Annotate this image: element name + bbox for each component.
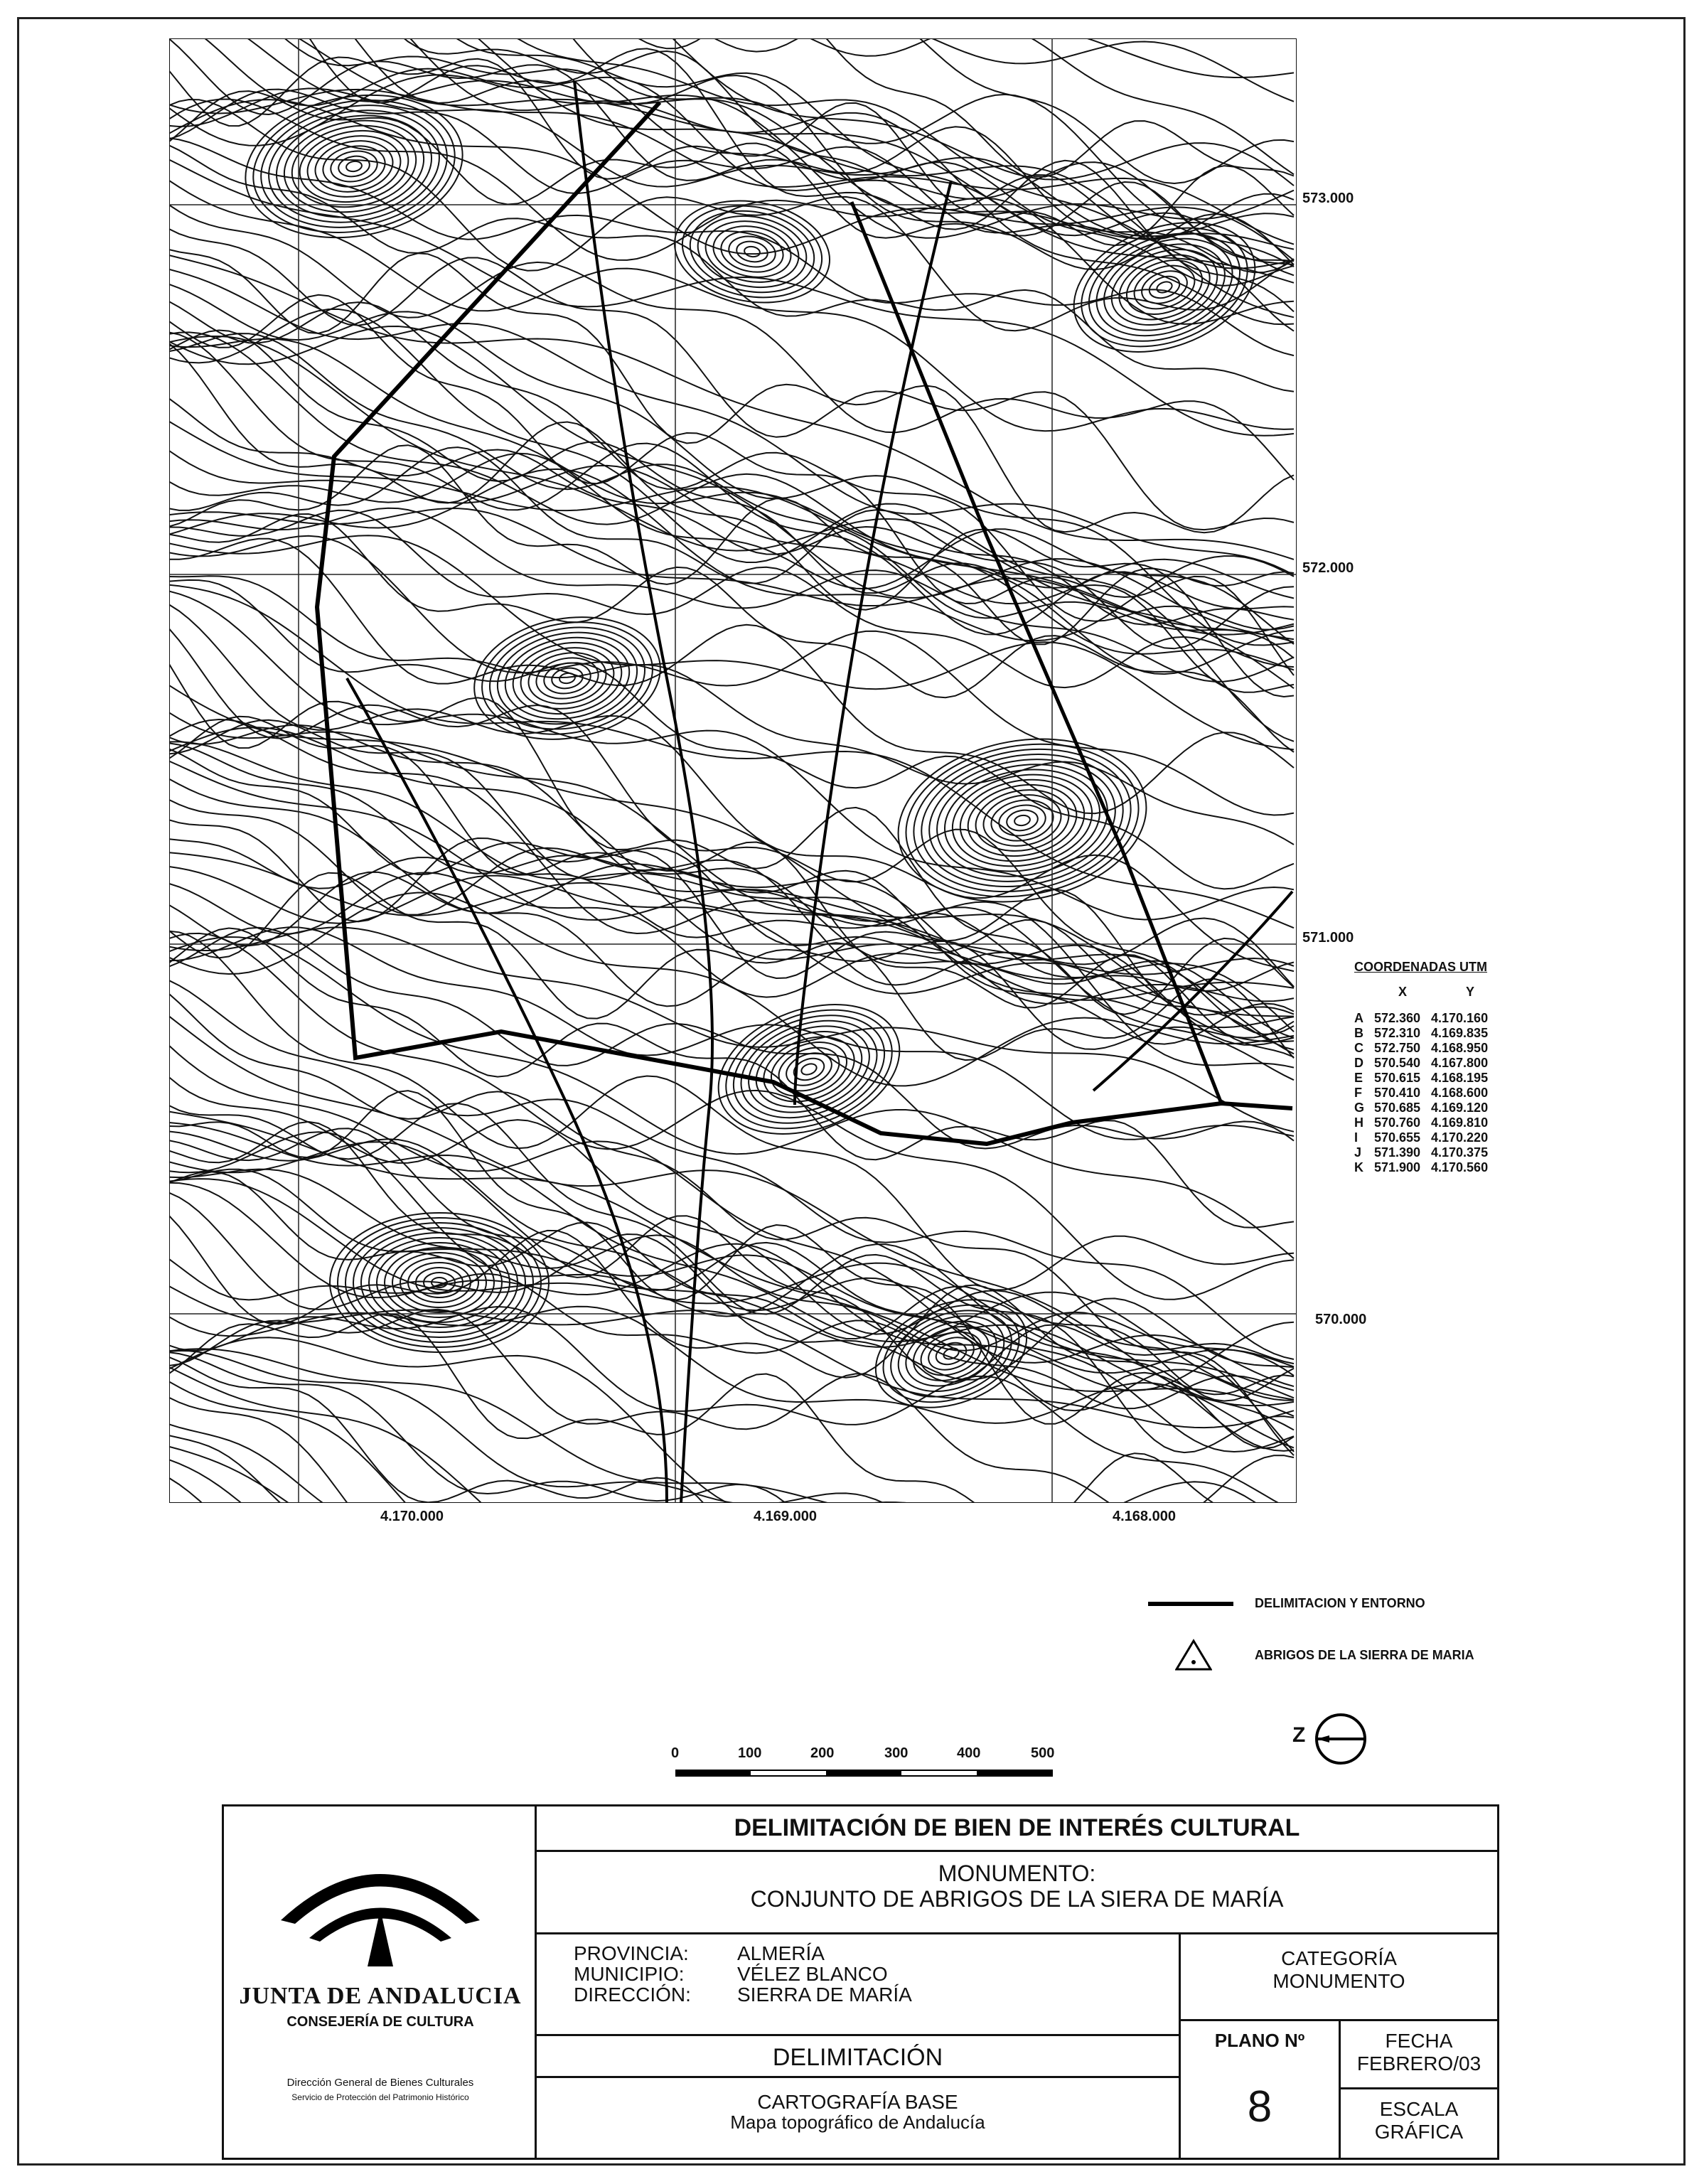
escala-label: ESCALA [1379, 2098, 1459, 2120]
monument-line1: MONUMENTO: [938, 1861, 1096, 1886]
provincia-label: PROVINCIA: [574, 1942, 689, 1964]
location-cell [537, 1934, 1181, 2034]
title-cell: DELIMITACIÓN DE BIEN DE INTERÉS CULTURAL [537, 1806, 1497, 1852]
utm-point-y: 4.169.810 [1431, 1115, 1489, 1130]
utm-row [1354, 1086, 1553, 1101]
provincia-value: ALMERÍA [737, 1942, 825, 1964]
scale-bar-graphic [675, 1769, 1059, 1779]
monument-line2: CONJUNTO DE ABRIGOS DE LA SIERA DE MARÍA [750, 1886, 1284, 1912]
utm-point-id: E [1354, 1071, 1363, 1085]
categoria-label: CATEGORÍA [1281, 1947, 1397, 1969]
utm-point-x: 572.310 [1374, 1026, 1421, 1040]
utm-point-y: 4.167.800 [1431, 1056, 1489, 1070]
cartografia-cell [537, 2078, 1181, 2158]
utm-coordinates-table [1354, 960, 1553, 1175]
legend-boundary-label: DELIMITACION Y ENTORNO [1255, 1596, 1425, 1610]
utm-row [1354, 1071, 1553, 1086]
utm-point-x: 570.655 [1374, 1130, 1421, 1145]
plano-label: PLANO Nº [1214, 2030, 1305, 2051]
plano-value: 8 [1247, 2082, 1272, 2131]
utm-point-id: K [1354, 1160, 1363, 1174]
utm-point-id: A [1354, 1011, 1363, 1025]
scale-tick-300: 300 [884, 1745, 909, 1761]
scale-tick-100: 100 [738, 1745, 762, 1761]
utm-point-x: 570.410 [1374, 1086, 1421, 1100]
utm-point-x: 572.750 [1374, 1041, 1421, 1055]
utm-point-x: 570.540 [1374, 1056, 1421, 1070]
utm-point-y: 4.168.600 [1431, 1086, 1489, 1100]
utm-row [1354, 1115, 1553, 1130]
monument-cell [537, 1852, 1497, 1934]
utm-point-y: 4.168.195 [1431, 1071, 1489, 1085]
scale-bar [671, 1745, 1059, 1783]
north-arrow-icon [1314, 1712, 1368, 1766]
triangle-icon [1175, 1639, 1212, 1671]
fecha-cell [1341, 2021, 1497, 2089]
utm-point-x: 572.360 [1374, 1011, 1421, 1025]
boundary-legend-line [1148, 1600, 1233, 1608]
logo-name: JUNTA DE ANDALUCIA [239, 1983, 522, 2009]
utm-header [1354, 985, 1553, 1000]
scale-tick-500: 500 [1031, 1745, 1055, 1761]
utm-row [1354, 1041, 1553, 1056]
utm-point-id: H [1354, 1115, 1363, 1130]
escala-value: GRÁFICA [1374, 2121, 1464, 2143]
logo-dept: CONSEJERÍA DE CULTURA [286, 2014, 474, 2030]
utm-point-x: 571.900 [1374, 1160, 1421, 1174]
delimitacion-cell: DELIMITACIÓN [537, 2034, 1181, 2078]
utm-point-y: 4.170.375 [1431, 1145, 1489, 1160]
north-letter: Z [1292, 1723, 1306, 1747]
plano-cell [1181, 2021, 1341, 2158]
utm-title: COORDENADAS UTM [1354, 960, 1487, 974]
utm-point-id: F [1354, 1086, 1362, 1100]
scale-tick-0: 0 [671, 1745, 680, 1761]
utm-row [1354, 1160, 1553, 1175]
cartografia-label: CARTOGRAFÍA BASE [757, 2091, 958, 2113]
fecha-value: FEBRERO/03 [1356, 2052, 1481, 2075]
utm-point-id: G [1354, 1101, 1365, 1115]
utm-row [1354, 1130, 1553, 1145]
utm-rows [1354, 1011, 1553, 1175]
utm-point-x: 571.390 [1374, 1145, 1421, 1160]
utm-point-id: C [1354, 1041, 1363, 1055]
utm-row [1354, 1101, 1553, 1115]
logo-sub2: Servicio de Protección del Patrimonio Histórico [291, 2092, 469, 2102]
scale-tick-400: 400 [957, 1745, 981, 1761]
utm-point-id: I [1354, 1130, 1359, 1145]
utm-row [1354, 1056, 1553, 1071]
utm-point-y: 4.170.560 [1431, 1160, 1489, 1174]
utm-point-x: 570.685 [1374, 1101, 1421, 1115]
easting-label-571: 571.000 [1302, 930, 1354, 946]
direccion-label: DIRECCIÓN: [574, 1984, 691, 2006]
municipio-label: MUNICIPIO: [574, 1963, 685, 1985]
municipio-value: VÉLEZ BLANCO [737, 1963, 888, 1985]
cartografia-value: Mapa topográfico de Andalucía [730, 2111, 985, 2133]
utm-row [1354, 1011, 1553, 1026]
legend-site-label: ABRIGOS DE LA SIERRA DE MARIA [1255, 1648, 1474, 1662]
utm-point-id: B [1354, 1026, 1363, 1040]
escala-cell [1341, 2089, 1497, 2158]
fecha-label: FECHA [1385, 2030, 1453, 2052]
categoria-cell [1181, 1934, 1497, 2021]
northing-label-4168: 4.168.000 [1113, 1509, 1176, 1524]
easting-label-570: 570.000 [1315, 1312, 1367, 1327]
utm-point-x: 570.760 [1374, 1115, 1421, 1130]
utm-point-y: 4.170.160 [1431, 1011, 1489, 1025]
utm-point-id: J [1354, 1145, 1362, 1160]
direccion-value: SIERRA DE MARÍA [737, 1984, 912, 2006]
title-block [222, 1804, 1499, 2160]
utm-point-x: 570.615 [1374, 1071, 1421, 1085]
northing-label-4170: 4.170.000 [380, 1509, 444, 1524]
logo-sub1: Dirección General de Bienes Culturales [286, 2077, 474, 2089]
categoria-value: MONUMENTO [1272, 1970, 1405, 1992]
logo-cell [224, 1806, 537, 2158]
easting-label-573: 573.000 [1302, 191, 1354, 206]
northing-label-4169: 4.169.000 [754, 1509, 817, 1524]
utm-point-y: 4.169.120 [1431, 1101, 1489, 1115]
junta-andalucia-logo [267, 1835, 494, 1977]
utm-y-header: Y [1465, 985, 1474, 999]
utm-point-y: 4.170.220 [1431, 1130, 1489, 1145]
scale-tick-200: 200 [810, 1745, 835, 1761]
utm-point-y: 4.169.835 [1431, 1026, 1489, 1040]
utm-row [1354, 1145, 1553, 1160]
utm-x-header: X [1398, 985, 1407, 999]
utm-point-id: D [1354, 1056, 1363, 1070]
utm-point-y: 4.168.950 [1431, 1041, 1489, 1055]
topographic-map [169, 38, 1297, 1503]
utm-row [1354, 1026, 1553, 1041]
easting-label-572: 572.000 [1302, 560, 1354, 576]
